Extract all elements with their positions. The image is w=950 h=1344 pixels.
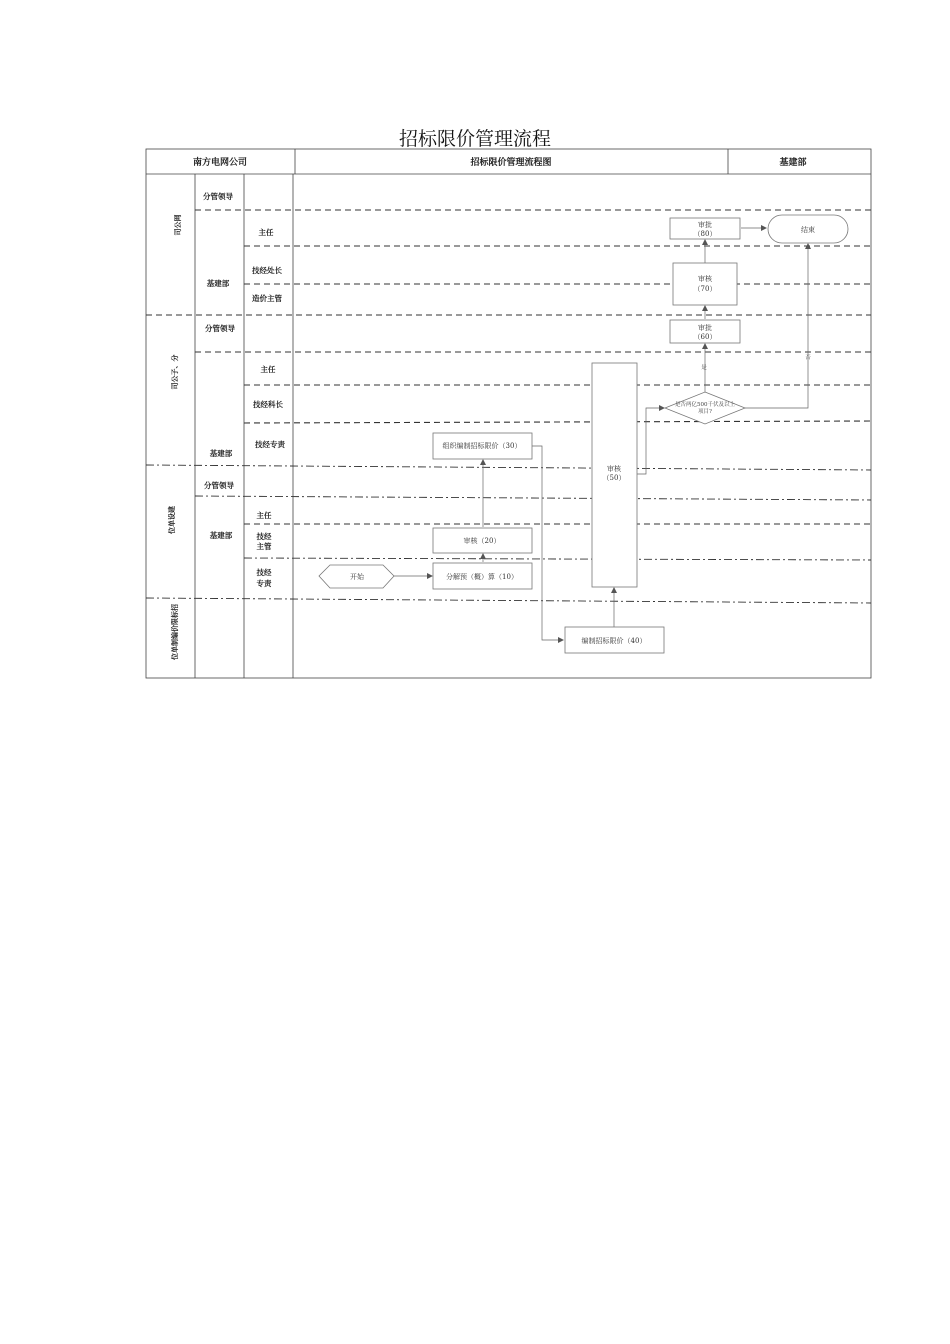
role-label-cons-director: 主任 — [256, 511, 272, 520]
dept-label-sub-base: 基建部 — [209, 449, 233, 458]
org-label-construction-unit: 位单设建 — [168, 506, 176, 534]
start-node-label: 开始 — [350, 573, 364, 581]
process-node-20-label: 审核（20） — [463, 537, 501, 545]
dept-label-cons-leader: 分管领导 — [204, 481, 234, 490]
org-label-prep-unit: 位单制编价限标招 — [171, 604, 179, 660]
org-separator — [146, 465, 871, 470]
role-label-cons-tech-spec: 技经 — [256, 568, 272, 577]
process-node-60-label: （60） — [693, 333, 717, 341]
process-node-10-label: 分解预（概）算（10） — [446, 573, 518, 581]
role-label-cons-tech-mgr: 主管 — [256, 542, 272, 551]
dept-label-grid-leader: 分管领导 — [203, 192, 233, 201]
dept-label-cons-base: 基建部 — [209, 531, 233, 540]
dept-label-sub-leader: 分管领导 — [205, 324, 235, 333]
header-department: 基建部 — [779, 158, 807, 168]
process-node-30-label: 组织编制招标限价（30） — [442, 442, 522, 450]
role-label-grid-tech-head: 技经处长 — [252, 266, 282, 275]
org-label-sub-company: 司公子、分 — [171, 354, 179, 390]
process-node-70-label: （70） — [693, 285, 717, 293]
header-company: 南方电网公司 — [192, 158, 248, 168]
role-label-sub-director: 主任 — [260, 365, 276, 374]
process-node-50-label: 审核 — [607, 465, 621, 473]
header-diagram-name: 招标限价管理流程图 — [470, 158, 552, 168]
edge-30-to-40 — [532, 446, 563, 640]
role-label-grid-cost-mgr: 造价主管 — [252, 294, 282, 303]
end-node-label: 结束 — [801, 226, 815, 234]
process-node-60-label: 审批 — [698, 324, 712, 332]
process-node-40-label: 编制招标限价（40） — [581, 637, 647, 645]
page-title: 招标限价管理流程 — [398, 128, 551, 150]
decision-node-label: 是否两亿500千伏及以上 — [675, 402, 735, 408]
role-label-cons-tech-mgr: 技经 — [256, 532, 272, 541]
process-node-50-label: （50） — [602, 474, 626, 482]
edge-50-to-decision — [637, 408, 664, 474]
role-label-grid-director: 主任 — [258, 228, 274, 237]
branch-label-no: 否 — [805, 355, 811, 361]
org-label-grid-company: 司公网 — [174, 214, 182, 236]
process-node-70-label: 审核 — [698, 275, 712, 283]
process-node-70 — [673, 263, 737, 305]
role-label-cons-tech-spec: 专责 — [256, 579, 272, 588]
role-label-sub-tech-head: 技经科长 — [253, 400, 283, 409]
process-node-80-label: （80） — [693, 230, 717, 238]
branch-label-yes: 是 — [701, 365, 707, 371]
decision-node — [665, 392, 745, 424]
role-label-sub-tech-specialist: 技经专责 — [255, 440, 285, 449]
process-node-80-label: 审批 — [698, 221, 712, 229]
dept-label-grid-base: 基建部 — [206, 279, 230, 288]
org-separator — [146, 598, 871, 603]
decision-node-label: 项目? — [698, 409, 712, 415]
edge-decision-no-to-end — [745, 244, 808, 408]
